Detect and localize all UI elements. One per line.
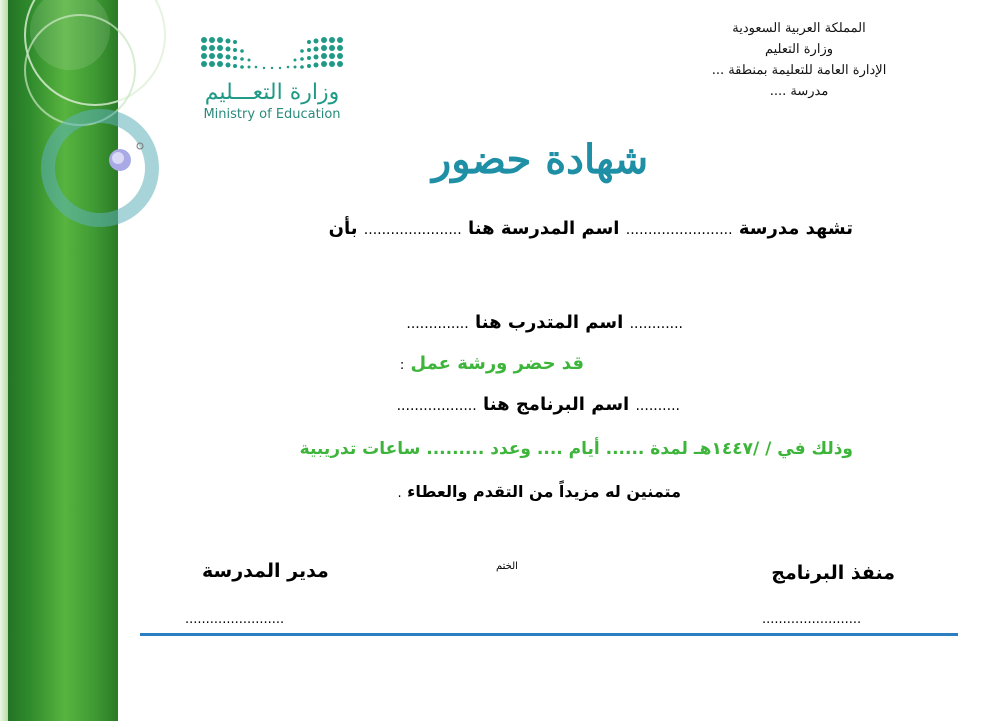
program-line [397, 394, 680, 415]
trainee-line [406, 312, 683, 333]
school-name-placeholder: اسم المدرسة هنا [467, 218, 620, 239]
header-school: مدرسة .... [769, 84, 829, 99]
program-name-placeholder: اسم البرنامج هنا [482, 394, 630, 415]
header-country: المملكة العربية السعودية [732, 21, 866, 36]
school-line-dots-1: ........................ [625, 222, 733, 238]
school-line-prefix: تشهد مدرسة [738, 218, 853, 239]
trainee-line-dots-2: .............. [406, 316, 469, 332]
implementer-signature-dots: ........................ [762, 612, 862, 627]
school-line [329, 218, 853, 239]
header-directorate: الإدارة العامة للتعليمة بمنطقة ... [711, 63, 887, 78]
principal-label: مدير المدرسة [202, 560, 329, 582]
attended-line [400, 353, 584, 374]
principal-signature-dots: ........................ [185, 612, 285, 627]
school-line-dots-2: ...................... [363, 222, 462, 238]
school-line-suffix: بأن [328, 218, 358, 239]
wish-line [397, 482, 681, 501]
date-duration-line: وذلك في / /١٤٤٧هـ لمدة ...... أيام .... وعدد ......... ساعات تدريبية [299, 439, 853, 459]
attended-colon: : [399, 358, 405, 373]
implementer-label: منفذ البرنامج [771, 562, 895, 584]
seal-label: الختم [496, 561, 518, 572]
header-ministry: وزارة التعليم [764, 42, 834, 57]
trainee-name-placeholder: اسم المتدرب هنا [475, 312, 624, 333]
decorative-circles [0, 0, 180, 260]
logo-arabic-text: وزارة التعـــليم [204, 80, 340, 105]
program-line-dots-2: .................. [396, 398, 477, 414]
header-block [639, 18, 959, 102]
logo-english-text: Ministry of Education [203, 107, 341, 122]
program-line-dots-1: .......... [635, 398, 680, 414]
bottom-divider [140, 633, 958, 636]
attended-text: قد حضر ورشة عمل [410, 353, 584, 374]
trainee-line-dots-1: ............ [629, 316, 683, 332]
wish-dot: . [397, 486, 402, 501]
certificate-title: شهادة حضور [431, 136, 649, 183]
wish-text: متمنين له مزيداً من التقدم والعطاء [407, 482, 681, 501]
